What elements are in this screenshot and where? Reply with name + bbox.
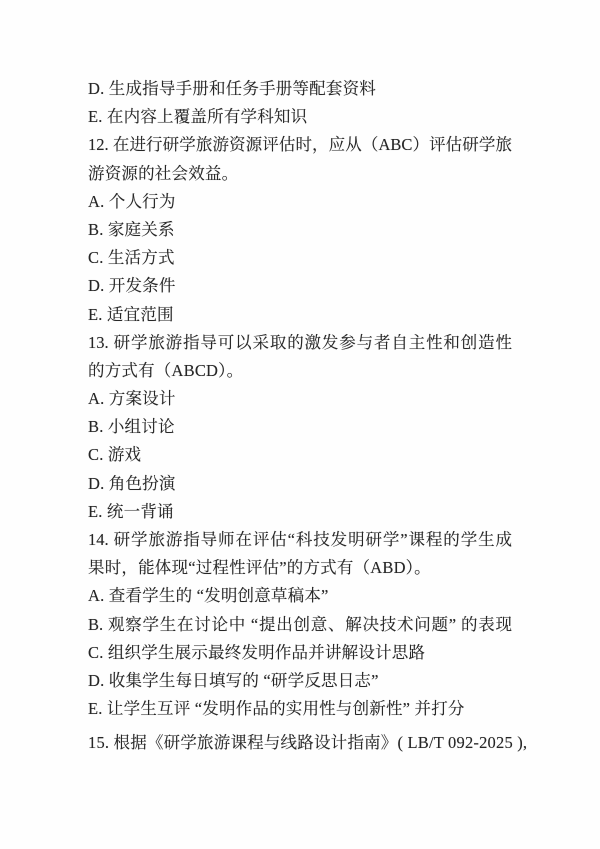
document-line: E. 在内容上覆盖所有学科知识 (88, 107, 308, 127)
document-line: C. 组织学生展示最终发明作品并讲解设计思路 (88, 642, 426, 662)
document-text-block (88, 75, 528, 758)
document-line: C. 游戏 (88, 445, 142, 465)
document-line: E. 让学生互评 “发明作品的实用性与创新性” 并打分 (88, 699, 465, 719)
document-line: D. 收集学生每日填写的 “研学反思日志” (88, 670, 379, 690)
document-line: 12. 在进行研学旅游资源评估时，应从（ABC）评估研学旅 (88, 135, 512, 155)
document-line: D. 开发条件 (88, 276, 176, 296)
document-line: B. 观察学生在讨论中 “提出创意、解决技术问题” 的表现 (88, 614, 512, 634)
document-line: D. 角色扮演 (88, 473, 176, 493)
document-line: B. 家庭关系 (88, 219, 175, 239)
document-line: A. 个人行为 (88, 191, 176, 211)
document-line: E. 统一背诵 (88, 501, 174, 521)
document-line: 游资源的社会效益。 (88, 163, 239, 183)
document-line: 13. 研学旅游指导可以采取的激发参与者自主性和创造性 (88, 332, 512, 352)
document-line: 的方式有（ABCD）。 (88, 360, 244, 380)
document-line: D. 生成指导手册和任务手册等配套资料 (88, 79, 376, 98)
document-line: C. 生活方式 (88, 248, 175, 268)
document-line: 果时，能体现“过程性评估”的方式有（ABD）。 (88, 558, 431, 578)
document-line: E. 适宜范围 (88, 304, 174, 324)
document-line: A. 方案设计 (88, 389, 176, 409)
document-line: A. 查看学生的 “发明创意草稿本” (88, 586, 329, 606)
document-line: 15. 根据《研学旅游课程与线路设计指南》( LB/T 092-2025 ), (88, 733, 528, 753)
document-line: 14. 研学旅游指导师在评估“科技发明研学”课程的学生成 (88, 530, 512, 549)
document-line: B. 小组讨论 (88, 417, 175, 437)
